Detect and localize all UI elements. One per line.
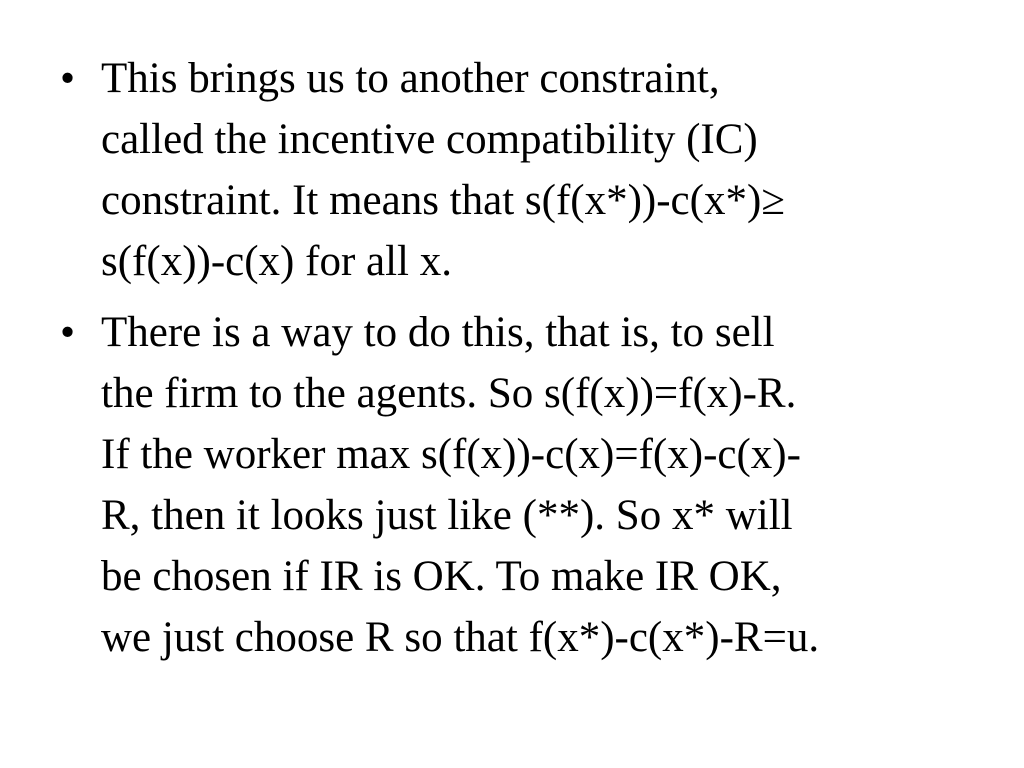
bullet-text-line: This brings us to another constraint, <box>101 55 720 102</box>
bullet-icon: • <box>60 309 76 356</box>
bullet-text-line: be chosen if IR is OK. To make IR OK, <box>101 553 782 600</box>
bullet-text-line: called the incentive compatibility (IC) <box>101 116 758 163</box>
bullet-text-line: s(f(x))-c(x) for all x. <box>101 238 452 285</box>
bullet-text-line: we just choose R so that f(x*)-c(x*)-R=u. <box>101 614 820 661</box>
bullet-text-line: constraint. It means that s(f(x*))-c(x*)≥ <box>101 177 785 224</box>
bullet-text-line: R, then it looks just like (**). So x* will <box>101 492 793 539</box>
bullet-text-line: If the worker max s(f(x))-c(x)=f(x)-c(x)- <box>101 431 801 478</box>
bullet-text-line: There is a way to do this, that is, to sell <box>101 309 775 356</box>
bullet-item-ic-constraint <box>60 48 980 292</box>
bullet-icon: • <box>60 55 76 102</box>
bullet-text-line: the firm to the agents. So s(f(x))=f(x)-R. <box>101 370 797 417</box>
bullet-list <box>60 48 980 678</box>
bullet-item-sell-firm <box>60 302 980 668</box>
